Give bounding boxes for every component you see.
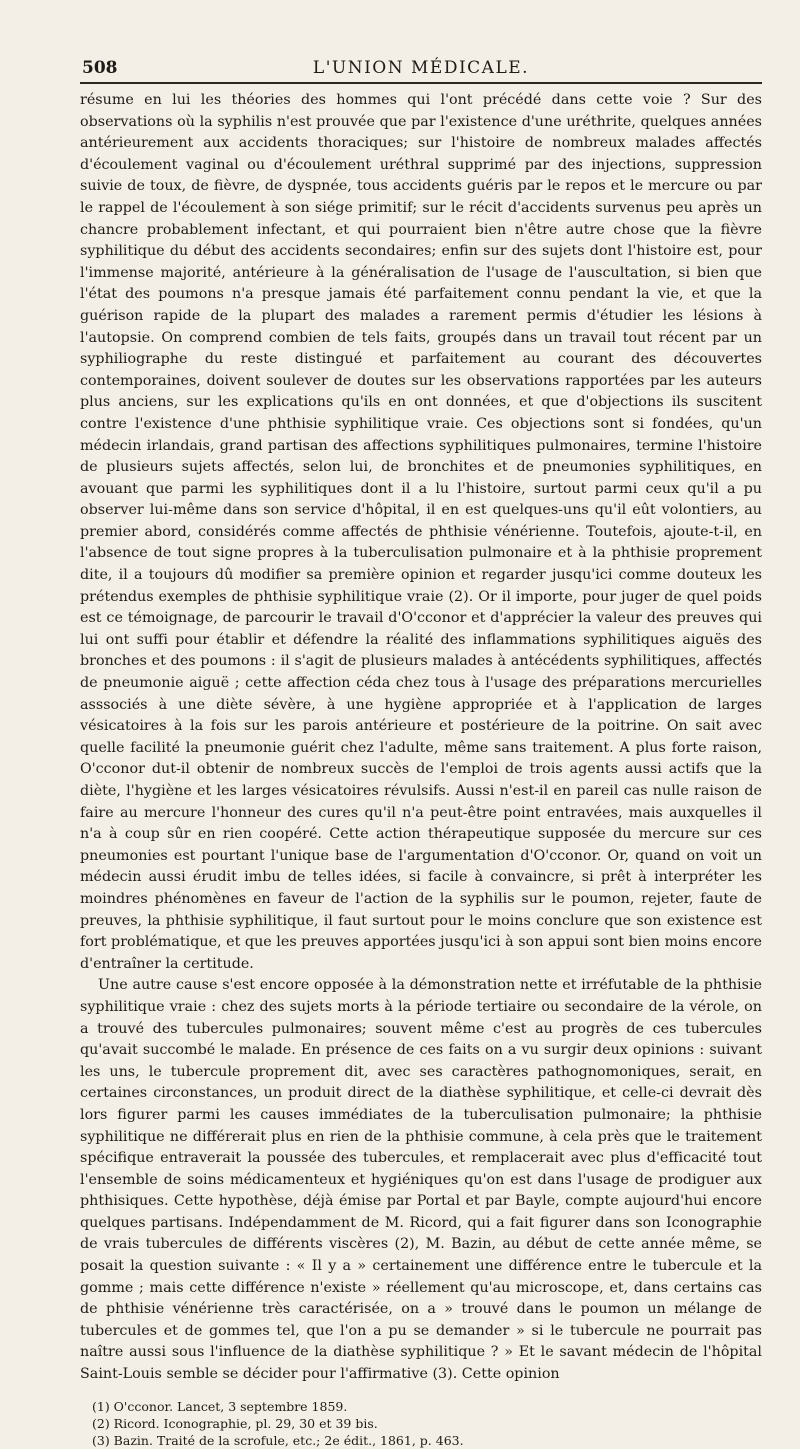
paragraph: Une autre cause s'est encore opposée à la démonstration nette et irréfutable de la phthisie syphilitique vraie : chez des sujets morts à la période tertiaire ou secondaire de la vérole, on a trouvé des tubercules pulmonaires; souvent même c'est au progrès de ces tubercules qu'avait succombé le malade. En présence de ces faits on a vu surgir deux opinions : suivant les uns, le tubercule proprement dit, avec ses caractères pathognomoniques, serait, en certaines circonstances, un produit direct de la diathèse syphilitique, et celle-ci devrait dès lors figurer parmi les causes immédiates de la tuberculisation pulmonaire; la phthisie syphilitique ne différerait plus en rien de la phthisie commune, à cela près que le traitement spécifique entraverait la poussée des tubercules, et remplacerait avec plus d'efficacité tout l'ensemble de soins médicamenteux et hygiéniques qu'on est dans l'usage de prodiguer aux phthisiques. Cette hypothèse, déjà émise par Portal et par Bayle, compte aujourd'hui encore quelques partisans. Indépendamment de M. Ricord, qui a fait figurer dans son Iconographie de vrais tubercules de différents viscères (2), M. Bazin, au début de cette année même, se posait la question suivante : « Il y a » certainement une différence entre le tubercule et la gomme ; mais cette différence n'existe » réellement qu'au microscope, et, dans certains cas de phthisie vénérienne très caractérisée, on a » trouvé dans le poumon un mélange de tubercules et de gommes tel, que l'on a pu se demander » si le tubercule ne pourrait pas naître aussi sous l'influence de la diathèse syphilitique ? » Et le savant médecin de l'hôpital Saint-Louis semble se décider pour l'affirmative (3). Cette opinion xyxy=(80,977,762,1383)
footnote: (1) O'cconor. Lancet, 3 septembre 1859. xyxy=(92,1398,348,1414)
footnote: (3) Bazin. Traité de la scrofule, etc.; 2e édit., 1861, p. 463. xyxy=(92,1432,464,1448)
footnotes xyxy=(80,1398,762,1449)
footnote: (2) Ricord. Iconographie, pl. 29, 30 et 39 bis. xyxy=(92,1415,378,1431)
paragraph: résume en lui les théories des hommes qui l'ont précédé dans cette voie ? Sur des observations où la syphilis n'est prouvée que par l'existence d'une uréthrite, quelques années antérieurement aux accidents thoraciques; sur l'histoire de nombreux malades affectés d'écoulement vaginal ou d'écoulement uréthral supprimé par des injections, suppression suivie de toux, de fièvre, de dyspnée, tous accidents guéris par le repos et le mercure ou par le rappel de l'écoulement à son siége primitif; sur le récit d'accidents survenus peu après un chancre probablement infectant, et qui pourraient bien n'être autre chose que la fièvre syphilitique du début des accidents secondaires; enfin sur des sujets dont l'histoire est, pour l'immense majorité, antérieure à la généralisation de l'usage de l'auscultation, si bien que l'état des poumons n'a presque jamais été parfaitement connu pendant la vie, et que la guérison rapide de la plupart des malades a rarement permis d'étudier les lésions à l'autopsie. On comprend combien de tels faits, groupés dans un travail tout récent par un syphiliographe du reste distingué et parfaitement au courant des découvertes contemporaines, doivent soulever de doutes sur les observations rapportées par les auteurs plus anciens, sur les explications qu'ils en ont données, et que d'objections ils suscitent contre l'existence d'une phthisie syphilitique vraie. Ces objections sont si fondées, qu'un médecin irlandais, grand partisan des affections syphilitiques pulmonaires, termine l'histoire de plusieurs sujets affectés, selon lui, de bronchites et de pneumonies syphilitiques, en avouant que parmi les syphilitiques dont il a lu l'histoire, surtout parmi ceux qu'il a pu observer lui-même dans son service d'hôpital, il en est quelques-uns qu'il eût volontiers, au premier abord, considérés comme affectés de phthisie vénérienne. Toutefois, ajoute-t-il, en l'absence de tout signe propres à la tuberculisation pulmonaire et à la phthisie proprement dite, il a toujours dû modifier sa première opinion et regarder jusqu'ici comme douteux les prétendus exemples de phthisie syphilitique vraie (2). Or il importe, pour juger de quel poids est ce témoignage, de parcourir le travail d'O'cconor et d'apprécier la valeur des preuves qui lui ont suffi pour établir et défendre la réalité des inflammations syphilitiques aiguës des bronches et des poumons : il s'agit de plusieurs malades à antécédents syphilitiques, affectés de pneumonie aiguë ; cette affection céda chez tous à l'usage des préparations mercurielles asssociés à une diète sévère, à une hygiène appropriée et à l'application de larges vésicatoires à la fois sur les parois antérieure et postérieure de la poitrine. On sait avec quelle facilité la pneumonie guérit chez l'adulte, même sans traitement. A plus forte raison, O'cconor dut-il obtenir de nombreux succès de l'emploi de trois agents aussi actifs que la diète, l'hygiène et les larges vésicatoires révulsifs. Aussi n'est-il en pareil cas nulle raison de faire au mercure l'honneur des cures qu'il n'a peut-être point entravées, mais auxquelles il n'a à coup sûr en rien coopéré. Cette action thérapeutique supposée du mercure sur ces pneumonies est pourtant l'unique base de l'argumentation d'O'cconor. Or, quand on voit un médecin aussi érudit imbu de telles idées, si facile à convaincre, si prêt à interpréter les moindres phénomènes en faveur de l'action de la syphilis sur le poumon, rejeter, faute de preuves, la phthisie syphilitique, il faut surtout pour le moins conclure que son existence est fort problématique, et que les preuves apportées jusqu'ici à son appui sont bien moins encore d'entraîner la certitude. xyxy=(80,92,762,972)
page-number: 508 xyxy=(82,58,118,78)
page-header xyxy=(80,48,762,84)
body-text xyxy=(80,90,762,1386)
running-title: L'UNION MÉDICALE. xyxy=(312,58,530,78)
